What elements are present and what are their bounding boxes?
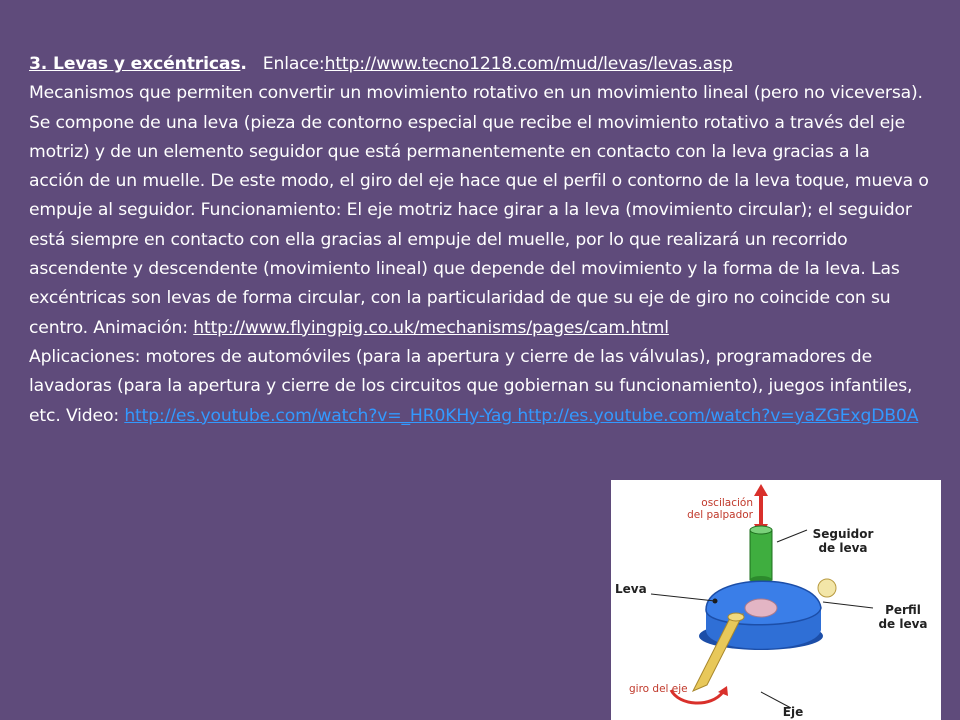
link-video-1[interactable]: http://es.youtube.com/watch?v=_HR0KHy-Yag	[124, 405, 513, 426]
label-oscilacion-2: del palpador	[687, 509, 753, 521]
label-leva: Leva	[615, 582, 647, 596]
paragraph-applications	[29, 343, 929, 431]
cam-diagram-svg	[611, 480, 941, 720]
link-flyingpig[interactable]: http://www.flyingpig.co.uk/mechanisms/pages/cam.html	[193, 317, 669, 338]
cam-diagram-image	[611, 480, 941, 720]
section-title: 3. Levas y excéntricas	[29, 54, 241, 74]
label-perfil-2: de leva	[878, 617, 928, 631]
description-text: Mecanismos que permiten convertir un movimiento rotativo en un movimiento lineal (pero no viceversa). Se compone de una leva (pieza de contorno especial que recibe el movimiento rotativo a través del eje motriz) y de un elemento seguidor que está permanentemente en contacto con la leva gracias a la acción de un muelle. De este modo, el giro del eje hace que el perfil o contorno de la leva toque, mueva o empuje al seguidor. Funcionamiento: El eje motriz hace girar a la leva (movimiento circular); el seguidor está siempre en contacto con ella gracias al empuje del muelle, por lo que realizará un recorrido ascendente y descendente (movimiento lineal) que depende del movimiento y la forma de la leva. Las excéntricas son levas de forma circular, con la particularidad de que su eje de giro no coincide con su centro. Animación:	[29, 83, 929, 338]
link-tecno1218[interactable]: http://www.tecno1218.com/mud/levas/levas.asp	[324, 54, 733, 74]
link-prefix: Enlace:	[246, 54, 325, 74]
label-seguidor-2: de leva	[818, 541, 868, 555]
title-period: .	[240, 54, 247, 74]
label-seguidor-1: Seguidor	[812, 527, 874, 541]
label-eje: Eje	[782, 705, 804, 719]
label-perfil-1: Perfil	[885, 603, 921, 617]
paragraph-intro	[29, 50, 929, 79]
slide-text-block	[29, 50, 929, 431]
paragraph-description	[29, 79, 929, 343]
applications-text: Aplicaciones: motores de automóviles (para la apertura y cierre de las válvulas), programadores de lavadoras (para la apertura y cierre de los circuitos que gobiernan su funcionamiento), juegos infantiles, etc. Video:	[29, 346, 913, 426]
label-oscilacion-1: oscilación	[701, 497, 753, 509]
follower-shape	[750, 526, 772, 584]
link-video-2[interactable]: http://es.youtube.com/watch?v=yaZGExgDB0A	[512, 405, 919, 426]
label-giro: giro del eje	[629, 683, 688, 695]
